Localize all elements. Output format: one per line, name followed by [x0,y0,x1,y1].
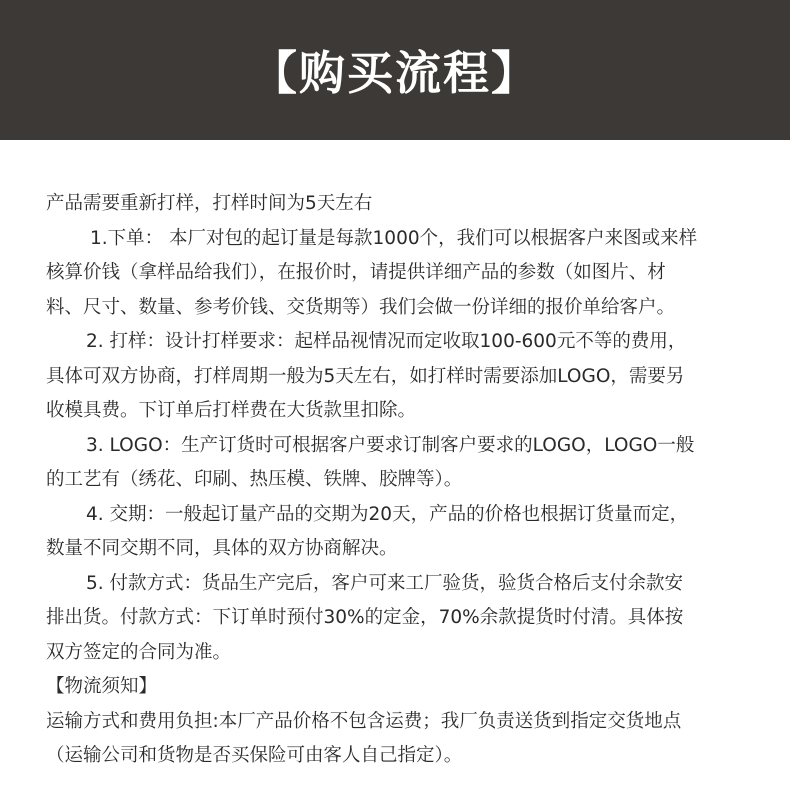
logistics-line-2: （运输公司和货物是否买保险可由客人自己指定）。 [46,745,463,766]
logistics-heading: 【物流须知】 [46,676,158,697]
section-order-line-1: 1.下单： 本厂对包的起订量是每款1000个，我们可以根据客户来图或来样 [90,227,698,249]
logistics-line-1: 运输方式和费用负担:本厂产品价格不包含运费；我厂负责送货到指定交货地点 [46,710,682,732]
section-order-line-3: 料、尺寸、数量、参考价钱、交货期等）我们会做一份详细的报价单给客户。 [46,296,676,318]
page-header [0,0,790,140]
section-payment-line-1: 5. 付款方式：货品生产完后，客户可来工厂验货，验货合格后支付余款安 [86,572,684,594]
section-delivery-line-2: 数量不同交期不同，具体的双方协商解决。 [46,538,398,559]
intro-line: 产品需要重新打样，打样时间为5天左右 [46,193,373,214]
section-payment-line-3: 双方签定的合同为准。 [46,641,232,663]
section-sample-line-2: 具体可双方协商，打样周期一般为5天左右，如打样时需要添加LOGO，需要另 [46,365,685,387]
page-title: 【购买流程】 [251,46,539,100]
section-delivery-line-1: 4. 交期：一般起订量产品的交期为20天，产品的价格也根据订货量而定， [86,503,689,525]
section-order-line-2: 核算价钱（拿样品给我们），在报价时，请提供详细产品的参数（如图片、材 [46,262,666,283]
section-sample-line-1: 2. 打样：设计打样要求：起样品视情况而定收取100-600元不等的费用， [86,331,687,352]
section-logo-line-2: 的工艺有（绣花、印刷、热压模、铁牌、胶牌等）。 [46,469,463,490]
section-logo-line-1: 3. LOGO：生产订货时可根据客户要求订制客户要求的LOGO，LOGO一般 [86,434,695,456]
section-sample-line-3: 收模具费。下订单后打样费在大货款里扣除。 [46,400,417,421]
document-body [0,187,746,774]
section-payment-line-2: 排出货。付款方式：下订单时预付30%的定金，70%余款提货时付清。具体按 [46,607,684,628]
